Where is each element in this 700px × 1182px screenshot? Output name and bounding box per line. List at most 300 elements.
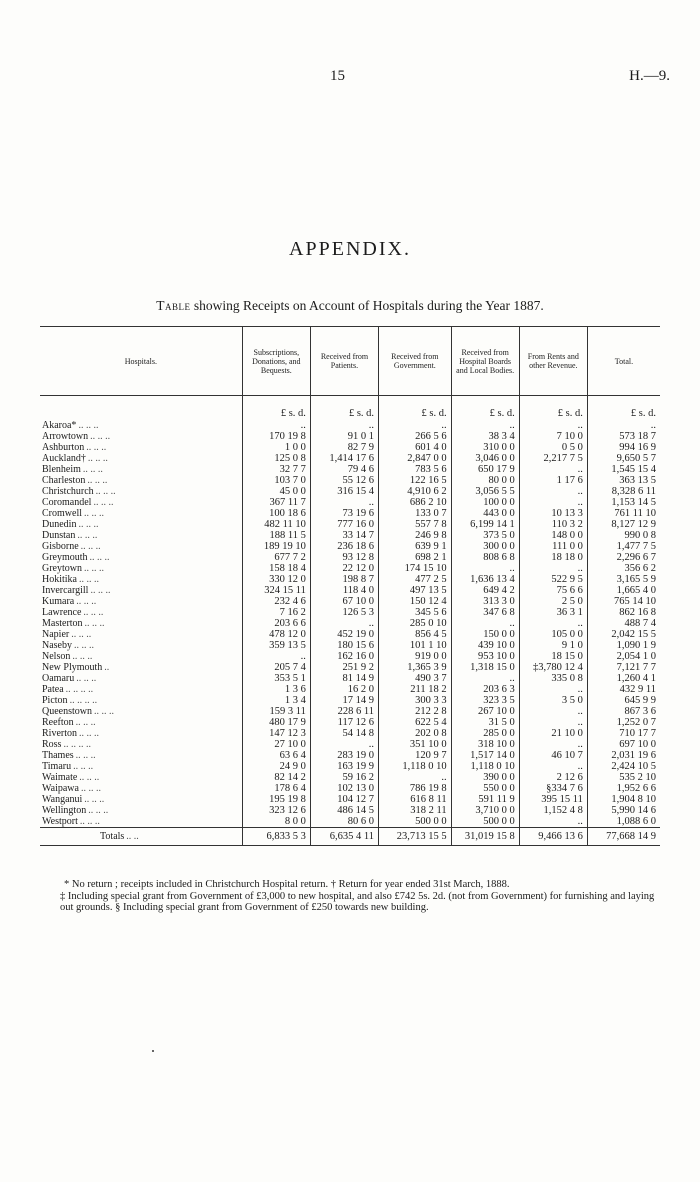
name-text: Auckland†	[42, 453, 86, 464]
amount-cell: ..	[310, 497, 378, 508]
table-row	[40, 662, 660, 673]
hospital-name	[40, 530, 242, 541]
amount-cell: 22 12 0	[310, 563, 378, 574]
amount-cell: 1,636 13 4	[451, 574, 519, 585]
amount-cell: ..	[519, 739, 587, 750]
hospital-name	[40, 585, 242, 596]
amount-cell: 1,665 4 0	[587, 585, 660, 596]
amount-cell: 6,199 14 1	[451, 519, 519, 530]
amount-cell: 174 15 10	[379, 563, 452, 574]
amount-cell: 2,042 15 5	[587, 629, 660, 640]
table-row	[40, 618, 660, 629]
leader-dots: .. .. ..	[76, 596, 97, 607]
hospital-name	[40, 728, 242, 739]
amount-cell: 856 4 5	[379, 629, 452, 640]
amount-cell: 432 9 11	[587, 684, 660, 695]
amount-cell: 786 19 8	[379, 783, 452, 794]
amount-cell: 500 0 0	[451, 816, 519, 828]
name-text: Waipawa	[42, 783, 79, 794]
amount-cell: 316 15 4	[310, 486, 378, 497]
amount-cell: 118 4 0	[310, 585, 378, 596]
table-row	[40, 794, 660, 805]
amount-cell: 18 18 0	[519, 552, 587, 563]
amount-cell: 351 10 0	[379, 739, 452, 750]
leader-dots: .. .. ..	[72, 651, 93, 662]
amount-cell: 159 3 11	[242, 706, 310, 717]
leader-dots: .. .. ..	[78, 420, 99, 431]
table-row	[40, 431, 660, 442]
amount-cell: 601 4 0	[379, 442, 452, 453]
amount-cell: 79 4 6	[310, 464, 378, 475]
table-row	[40, 541, 660, 552]
amount-cell: ..	[519, 684, 587, 695]
amount-cell: 353 5 1	[242, 673, 310, 684]
amount-cell: 318 2 11	[379, 805, 452, 816]
hospital-receipts-table	[40, 326, 660, 846]
amount-cell: 1,088 6 0	[587, 816, 660, 828]
table-row	[40, 552, 660, 563]
amount-cell: 5,990 14 6	[587, 805, 660, 816]
name-text: Masterton	[42, 618, 83, 629]
amount-cell: 203 6 3	[451, 684, 519, 695]
hospital-name	[40, 662, 242, 673]
amount-cell: 120 9 7	[379, 750, 452, 761]
amount-cell: 1 3 4	[242, 695, 310, 706]
name-text: Thames	[42, 750, 74, 761]
amount-cell: 3,046 0 0	[451, 453, 519, 464]
amount-cell: ..	[451, 673, 519, 684]
amount-cell: ..	[310, 739, 378, 750]
amount-cell: 111 0 0	[519, 541, 587, 552]
table-row	[40, 750, 660, 761]
amount-cell: 2,424 10 5	[587, 761, 660, 772]
amount-cell: 8 0 0	[242, 816, 310, 828]
amount-cell: 6,833 5 3	[242, 828, 310, 846]
name-text: Ross	[42, 739, 62, 750]
amount-cell: 55 12 6	[310, 475, 378, 486]
amount-cell: 7 10 0	[519, 431, 587, 442]
amount-cell: 480 17 9	[242, 717, 310, 728]
amount-cell: 211 18 2	[379, 684, 452, 695]
leader-dots: ..	[104, 662, 110, 673]
amount-cell: 285 0 10	[379, 618, 452, 629]
amount-cell: 1,152 4 8	[519, 805, 587, 816]
amount-cell: 1,118 0 10	[451, 761, 519, 772]
hospital-name	[40, 750, 242, 761]
hospital-name	[40, 673, 242, 684]
amount-cell: 36 3 1	[519, 607, 587, 618]
amount-cell: 251 9 2	[310, 662, 378, 673]
leader-dots: .. ..	[126, 831, 139, 842]
table-row	[40, 563, 660, 574]
amount-cell: 82 14 2	[242, 772, 310, 783]
table-row	[40, 640, 660, 651]
amount-cell: 24 9 0	[242, 761, 310, 772]
name-text: Lawrence	[42, 607, 82, 618]
amount-cell: 650 17 9	[451, 464, 519, 475]
amount-cell: ..	[519, 618, 587, 629]
amount-cell: 1,260 4 1	[587, 673, 660, 684]
leader-dots: .. .. .. ..	[63, 739, 91, 750]
table-row	[40, 530, 660, 541]
name-text: Wanganui	[42, 794, 83, 805]
amount-cell: 335 0 8	[519, 673, 587, 684]
amount-cell: 686 2 10	[379, 497, 452, 508]
leader-dots: .. .. ..	[93, 497, 114, 508]
name-text: Patea	[42, 684, 64, 695]
unit-label: £ s. d.	[242, 396, 310, 421]
unit-label: £ s. d.	[310, 396, 378, 421]
footnote: ‡ Including special grant from Government of £3,000 to new hospital, and also £742 5s. 2d. (not from Government) for furnishing and laying out grounds. § Including special grant from Government of £250 towards new building.	[60, 890, 655, 913]
hospital-name	[40, 497, 242, 508]
amount-cell: 195 19 8	[242, 794, 310, 805]
amount-cell: 1 0 0	[242, 442, 310, 453]
table-caption	[0, 298, 700, 314]
table-row	[40, 442, 660, 453]
leader-dots: .. .. ..	[87, 453, 108, 464]
caption-lead: Table	[156, 298, 191, 313]
table-row	[40, 717, 660, 728]
amount-cell: 9 1 0	[519, 640, 587, 651]
amount-cell: 300 3 3	[379, 695, 452, 706]
name-text: Greytown	[42, 563, 82, 574]
amount-cell: 1,118 0 10	[379, 761, 452, 772]
amount-cell: 2,217 7 5	[519, 453, 587, 464]
table-row	[40, 684, 660, 695]
leader-dots: .. .. ..	[84, 563, 104, 574]
amount-cell: 33 14 7	[310, 530, 378, 541]
table-row	[40, 651, 660, 662]
page-number: 15	[330, 68, 345, 84]
amount-cell: 32 7 7	[242, 464, 310, 475]
amount-cell: 1,153 14 5	[587, 497, 660, 508]
name-text: Waimate	[42, 772, 78, 783]
amount-cell: 122 16 5	[379, 475, 452, 486]
amount-cell: 102 13 0	[310, 783, 378, 794]
amount-cell: 310 0 0	[451, 442, 519, 453]
amount-cell: 93 12 8	[310, 552, 378, 563]
amount-cell: 347 6 8	[451, 607, 519, 618]
amount-cell: ..	[379, 420, 452, 431]
units-blank	[40, 396, 242, 421]
amount-cell: 163 19 9	[310, 761, 378, 772]
amount-cell: 31 5 0	[451, 717, 519, 728]
unit-label: £ s. d.	[379, 396, 452, 421]
table-row	[40, 508, 660, 519]
amount-cell: ..	[587, 420, 660, 431]
amount-cell: 2 12 6	[519, 772, 587, 783]
amount-cell: 363 13 5	[587, 475, 660, 486]
amount-cell: 783 5 6	[379, 464, 452, 475]
hospital-name	[40, 805, 242, 816]
amount-cell: 212 2 8	[379, 706, 452, 717]
table-row	[40, 695, 660, 706]
amount-cell: 125 0 8	[242, 453, 310, 464]
column-header: Received from Patients.	[310, 327, 378, 396]
amount-cell: 7,121 7 7	[587, 662, 660, 673]
hospital-name	[40, 739, 242, 750]
amount-cell: 443 0 0	[451, 508, 519, 519]
amount-cell: ..	[519, 464, 587, 475]
leader-dots: .. .. ..	[86, 442, 107, 453]
hospital-name	[40, 640, 242, 651]
amount-cell: 117 12 6	[310, 717, 378, 728]
amount-cell: 535 2 10	[587, 772, 660, 783]
amount-cell: 345 5 6	[379, 607, 452, 618]
amount-cell: 649 4 2	[451, 585, 519, 596]
amount-cell: 6,635 4 11	[310, 828, 378, 846]
name-text: Riverton	[42, 728, 77, 739]
amount-cell: ..	[451, 563, 519, 574]
hospital-name	[40, 486, 242, 497]
amount-cell: ..	[519, 486, 587, 497]
amount-cell: 330 12 0	[242, 574, 310, 585]
leader-dots: .. .. ..	[80, 541, 101, 552]
amount-cell: 356 6 2	[587, 563, 660, 574]
amount-cell: 622 5 4	[379, 717, 452, 728]
leader-dots: .. .. ..	[82, 464, 103, 475]
leader-dots: .. .. ..	[95, 486, 116, 497]
hospital-name	[40, 695, 242, 706]
amount-cell: 45 0 0	[242, 486, 310, 497]
unit-label: £ s. d.	[451, 396, 519, 421]
amount-cell: 198 8 7	[310, 574, 378, 585]
hospital-name	[40, 420, 242, 431]
amount-cell: 1,904 8 10	[587, 794, 660, 805]
amount-cell: 318 10 0	[451, 739, 519, 750]
amount-cell: 300 0 0	[451, 541, 519, 552]
name-text: Dunstan	[42, 530, 76, 541]
leader-dots: .. .. ..	[76, 673, 97, 684]
amount-cell: 953 10 0	[451, 651, 519, 662]
amount-cell: 16 2 0	[310, 684, 378, 695]
leader-dots: .. .. ..	[79, 574, 99, 585]
units-row	[40, 396, 660, 421]
name-text: New Plymouth	[42, 662, 103, 673]
amount-cell: 919 0 0	[379, 651, 452, 662]
amount-cell: 500 0 0	[379, 816, 452, 828]
leader-dots: .. .. ..	[71, 629, 92, 640]
amount-cell: ..	[242, 651, 310, 662]
amount-cell: ..	[242, 420, 310, 431]
amount-cell: ..	[519, 497, 587, 508]
table-row	[40, 772, 660, 783]
leader-dots: .. .. ..	[84, 508, 104, 519]
amount-cell: 105 0 0	[519, 629, 587, 640]
name-text: Gisborne	[42, 541, 79, 552]
amount-cell: 63 6 4	[242, 750, 310, 761]
table-row	[40, 816, 660, 828]
amount-cell: 698 2 1	[379, 552, 452, 563]
amount-cell: 313 3 0	[451, 596, 519, 607]
amount-cell: 205 7 4	[242, 662, 310, 673]
amount-cell: 3,710 0 0	[451, 805, 519, 816]
amount-cell: 867 3 6	[587, 706, 660, 717]
amount-cell: 1,477 7 5	[587, 541, 660, 552]
name-text: Hokitika	[42, 574, 77, 585]
name-text: Wellington	[42, 805, 87, 816]
hospital-name	[40, 552, 242, 563]
hospital-name	[40, 772, 242, 783]
leader-dots: .. .. ..	[79, 772, 100, 783]
amount-cell: 2,296 6 7	[587, 552, 660, 563]
amount-cell: 31,019 15 8	[451, 828, 519, 846]
table-row	[40, 739, 660, 750]
name-text: Cromwell	[42, 508, 82, 519]
table-row	[40, 519, 660, 530]
amount-cell: 390 0 0	[451, 772, 519, 783]
name-text: Timaru	[42, 761, 72, 772]
column-header: Hospitals.	[40, 327, 242, 396]
name-text: Napier	[42, 629, 70, 640]
leader-dots: .. .. ..	[73, 761, 94, 772]
hospital-name	[40, 453, 242, 464]
amount-cell: 573 18 7	[587, 431, 660, 442]
table-row	[40, 453, 660, 464]
amount-cell: 359 13 5	[242, 640, 310, 651]
footnote: * No return ; receipts included in Christchurch Hospital return. † Return for year ended 31st March, 1888.	[64, 879, 510, 890]
hospital-name	[40, 828, 242, 846]
table-row	[40, 596, 660, 607]
amount-cell: ‡3,780 12 4	[519, 662, 587, 673]
name-text: Westport	[42, 816, 78, 827]
amount-cell: 73 19 6	[310, 508, 378, 519]
leader-dots: .. .. ..	[84, 794, 105, 805]
amount-cell: 697 10 0	[587, 739, 660, 750]
amount-cell: 236 18 6	[310, 541, 378, 552]
amount-cell: 2 5 0	[519, 596, 587, 607]
amount-cell: 46 10 7	[519, 750, 587, 761]
amount-cell: ..	[379, 772, 452, 783]
amount-cell: 103 7 0	[242, 475, 310, 486]
leader-dots: .. .. ..	[75, 750, 96, 761]
table-row	[40, 629, 660, 640]
document-reference: H.—9.	[629, 68, 670, 84]
amount-cell: 101 1 10	[379, 640, 452, 651]
amount-cell: 38 3 4	[451, 431, 519, 442]
amount-cell: 228 6 11	[310, 706, 378, 717]
amount-cell: 478 12 0	[242, 629, 310, 640]
hospital-name	[40, 442, 242, 453]
hospital-name	[40, 464, 242, 475]
amount-cell: 1,365 3 9	[379, 662, 452, 673]
amount-cell: 54 14 8	[310, 728, 378, 739]
amount-cell: 75 6 6	[519, 585, 587, 596]
hospital-name	[40, 574, 242, 585]
amount-cell: ..	[519, 717, 587, 728]
amount-cell: 765 14 10	[587, 596, 660, 607]
amount-cell: 490 3 7	[379, 673, 452, 684]
amount-cell: 367 11 7	[242, 497, 310, 508]
hospital-name	[40, 541, 242, 552]
amount-cell: 1,252 0 7	[587, 717, 660, 728]
amount-cell: 285 0 0	[451, 728, 519, 739]
amount-cell: ..	[451, 420, 519, 431]
amount-cell: 324 15 11	[242, 585, 310, 596]
amount-cell: 203 6 6	[242, 618, 310, 629]
amount-cell: 591 11 9	[451, 794, 519, 805]
amount-cell: 150 12 4	[379, 596, 452, 607]
amount-cell: 158 18 4	[242, 563, 310, 574]
appendix-heading: APPENDIX.	[289, 238, 411, 260]
leader-dots: .. .. ..	[78, 519, 99, 530]
hospital-name	[40, 761, 242, 772]
amount-cell: 639 9 1	[379, 541, 452, 552]
hospital-name	[40, 783, 242, 794]
name-text: Totals	[100, 831, 125, 842]
amount-cell: 148 0 0	[519, 530, 587, 541]
amount-cell: 178 6 4	[242, 783, 310, 794]
leader-dots: .. .. ..	[80, 783, 101, 794]
amount-cell: 616 8 11	[379, 794, 452, 805]
name-text: Invercargill	[42, 585, 89, 596]
amount-cell: 1,090 1 9	[587, 640, 660, 651]
amount-cell: 10 13 3	[519, 508, 587, 519]
column-header: Received from Government.	[379, 327, 452, 396]
amount-cell: 3,056 5 5	[451, 486, 519, 497]
amount-cell: §334 7 6	[519, 783, 587, 794]
leader-dots: .. .. .. ..	[65, 684, 94, 695]
hospital-name	[40, 629, 242, 640]
amount-cell: 4,910 6 2	[379, 486, 452, 497]
column-header: Received from Hospital Boards and Local Bodies.	[451, 327, 519, 396]
table-row	[40, 497, 660, 508]
name-text: Kumara	[42, 596, 75, 607]
table-header-row	[40, 327, 660, 396]
amount-cell: ..	[519, 563, 587, 574]
amount-cell: 677 7 2	[242, 552, 310, 563]
hospital-name	[40, 607, 242, 618]
leader-dots: .. .. ..	[90, 431, 111, 442]
leader-dots: .. .. ..	[83, 607, 104, 618]
amount-cell: 232 4 6	[242, 596, 310, 607]
amount-cell: 162 16 0	[310, 651, 378, 662]
hospital-name	[40, 475, 242, 486]
amount-cell: 994 16 9	[587, 442, 660, 453]
name-text: Arrowtown	[42, 431, 89, 442]
amount-cell: 126 5 3	[310, 607, 378, 618]
unit-label: £ s. d.	[587, 396, 660, 421]
amount-cell: 1 17 6	[519, 475, 587, 486]
amount-cell: ..	[310, 420, 378, 431]
amount-cell: 147 12 3	[242, 728, 310, 739]
leader-dots: .. .. ..	[90, 585, 111, 596]
amount-cell: 8,127 12 9	[587, 519, 660, 530]
amount-cell: 990 0 8	[587, 530, 660, 541]
amount-cell: 2,847 0 0	[379, 453, 452, 464]
hospital-name	[40, 508, 242, 519]
table-row	[40, 673, 660, 684]
name-text: Queenstown	[42, 706, 92, 717]
amount-cell: 110 3 2	[519, 519, 587, 530]
amount-cell: 1,318 15 0	[451, 662, 519, 673]
table-row	[40, 706, 660, 717]
table-row	[40, 805, 660, 816]
amount-cell: 439 10 0	[451, 640, 519, 651]
amount-cell: 91 0 1	[310, 431, 378, 442]
amount-cell: ..	[519, 816, 587, 828]
amount-cell: 104 12 7	[310, 794, 378, 805]
amount-cell: 67 10 0	[310, 596, 378, 607]
amount-cell: ..	[519, 761, 587, 772]
amount-cell: 59 16 2	[310, 772, 378, 783]
amount-cell: 486 14 5	[310, 805, 378, 816]
amount-cell: 100 18 6	[242, 508, 310, 519]
hospital-name	[40, 816, 242, 828]
amount-cell: 761 11 10	[587, 508, 660, 519]
name-text: Charleston	[42, 475, 86, 486]
hospital-name	[40, 684, 242, 695]
